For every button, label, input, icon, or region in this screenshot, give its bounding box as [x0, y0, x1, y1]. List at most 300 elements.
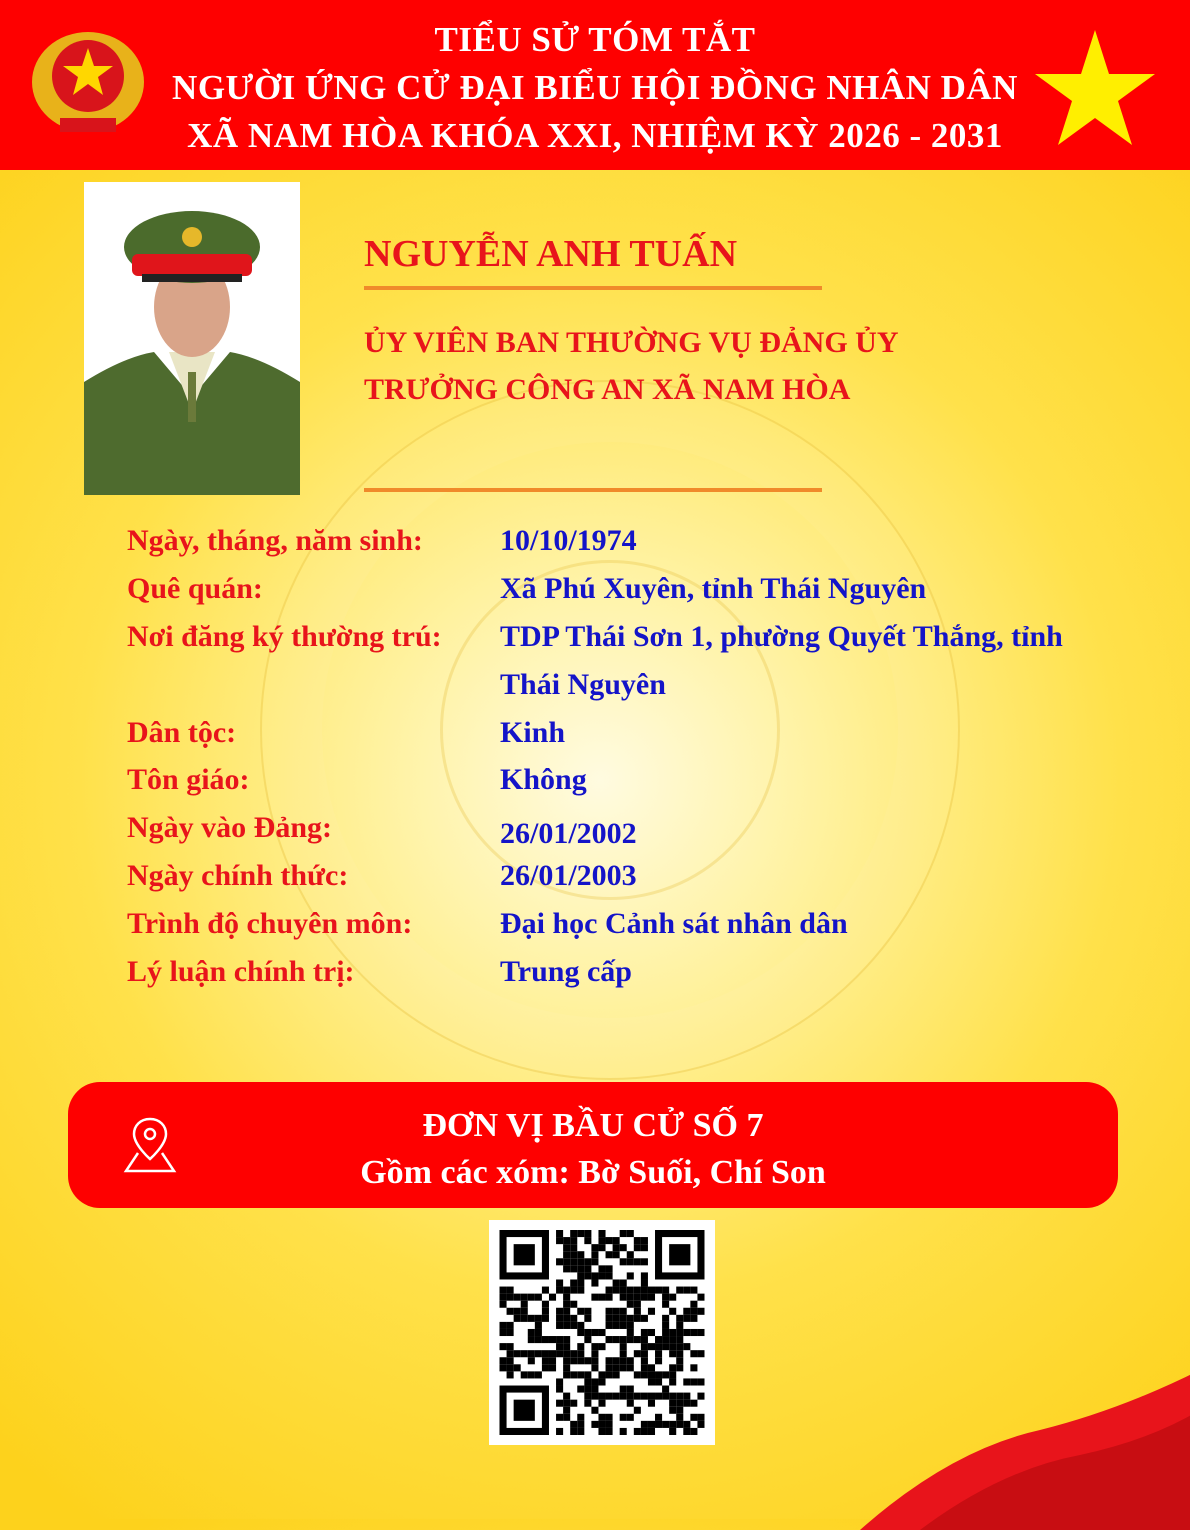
electoral-unit-title: ĐƠN VỊ BẦU CỬ SỐ 7	[422, 1107, 764, 1144]
qr-module	[655, 1378, 662, 1385]
qr-module	[570, 1400, 577, 1407]
qr-module	[613, 1308, 620, 1315]
qr-module	[641, 1272, 648, 1279]
red-flag-decoration	[860, 1360, 1190, 1530]
qr-module	[662, 1329, 669, 1336]
qr-module	[591, 1258, 598, 1265]
qr-module	[627, 1301, 634, 1308]
qr-module	[598, 1343, 605, 1350]
qr-module	[577, 1386, 584, 1393]
qr-module	[634, 1294, 641, 1301]
qr-module	[662, 1336, 669, 1343]
qr-module	[556, 1308, 563, 1315]
candidate-photo	[84, 182, 300, 495]
qr-module	[598, 1371, 605, 1378]
qr-module	[542, 1336, 549, 1343]
qr-module	[690, 1364, 697, 1371]
qr-module	[669, 1393, 676, 1400]
qr-module	[584, 1230, 591, 1237]
qr-module	[556, 1230, 563, 1237]
qr-module	[648, 1364, 655, 1371]
qr-module	[662, 1386, 669, 1393]
qr-module	[606, 1421, 613, 1428]
qr-module	[676, 1407, 683, 1414]
qr-module	[598, 1244, 605, 1251]
qr-module	[542, 1301, 549, 1308]
qr-module	[641, 1364, 648, 1371]
qr-module	[598, 1230, 605, 1237]
qr-module	[627, 1315, 634, 1322]
qr-module	[669, 1329, 676, 1336]
qr-module	[577, 1414, 584, 1421]
qr-module	[542, 1315, 549, 1322]
qr-module	[662, 1294, 669, 1301]
qr-module	[591, 1279, 598, 1286]
qr-module	[641, 1258, 648, 1265]
qr-code[interactable]	[489, 1220, 715, 1445]
qr-module	[662, 1371, 669, 1378]
qr-module	[514, 1315, 521, 1322]
qr-module	[563, 1258, 570, 1265]
qr-module	[655, 1414, 662, 1421]
qr-module	[606, 1315, 613, 1322]
qr-module	[598, 1265, 605, 1272]
qr-module	[641, 1393, 648, 1400]
qr-module	[627, 1336, 634, 1343]
candidate-name: NGUYỄN ANH TUẤN	[364, 233, 738, 275]
qr-module	[641, 1329, 648, 1336]
qr-module	[570, 1421, 577, 1428]
qr-module	[690, 1428, 697, 1435]
info-label: Ngày vào Đảng:	[127, 811, 333, 844]
header-banner	[0, 0, 1190, 170]
qr-module	[627, 1272, 634, 1279]
qr-module	[620, 1336, 627, 1343]
qr-module	[697, 1350, 704, 1357]
qr-module	[690, 1350, 697, 1357]
qr-module	[584, 1315, 591, 1322]
qr-module	[507, 1322, 514, 1329]
qr-module	[634, 1301, 641, 1308]
qr-module	[556, 1315, 563, 1322]
qr-module	[620, 1244, 627, 1251]
qr-module	[613, 1393, 620, 1400]
qr-module	[563, 1336, 570, 1343]
qr-module	[676, 1322, 683, 1329]
qr-module	[627, 1329, 634, 1336]
qr-module	[556, 1386, 563, 1393]
qr-module	[556, 1322, 563, 1329]
qr-module	[507, 1350, 514, 1357]
qr-module	[606, 1322, 613, 1329]
qr-module	[620, 1279, 627, 1286]
qr-module	[535, 1350, 542, 1357]
qr-module	[563, 1364, 570, 1371]
qr-module	[606, 1364, 613, 1371]
qr-module	[556, 1428, 563, 1435]
qr-module	[606, 1336, 613, 1343]
qr-module	[683, 1308, 690, 1315]
qr-module	[521, 1350, 528, 1357]
candidate-role-2: TRƯỞNG CÔNG AN XÃ NAM HÒA	[364, 373, 851, 406]
qr-module	[577, 1230, 584, 1237]
qr-module	[570, 1258, 577, 1265]
qr-module	[577, 1279, 584, 1286]
qr-module	[620, 1322, 627, 1329]
qr-module	[648, 1371, 655, 1378]
qr-module	[577, 1258, 584, 1265]
qr-module	[606, 1357, 613, 1364]
qr-module	[500, 1357, 507, 1364]
qr-module	[507, 1287, 514, 1294]
qr-module	[676, 1329, 683, 1336]
qr-module	[641, 1287, 648, 1294]
qr-module	[500, 1301, 507, 1308]
qr-module	[598, 1272, 605, 1279]
qr-module	[598, 1329, 605, 1336]
qr-module	[556, 1287, 563, 1294]
qr-module	[528, 1315, 535, 1322]
qr-module	[577, 1322, 584, 1329]
qr-module	[507, 1343, 514, 1350]
qr-module	[690, 1400, 697, 1407]
qr-module	[563, 1301, 570, 1308]
qr-module	[563, 1287, 570, 1294]
qr-module	[669, 1371, 676, 1378]
qr-module	[584, 1265, 591, 1272]
qr-module	[570, 1251, 577, 1258]
qr-module	[591, 1251, 598, 1258]
info-label: Tôn giáo:	[127, 763, 250, 796]
qr-module	[606, 1237, 613, 1244]
qr-module	[620, 1343, 627, 1350]
qr-module	[648, 1329, 655, 1336]
qr-module	[669, 1364, 676, 1371]
qr-module	[613, 1279, 620, 1286]
qr-module	[641, 1244, 648, 1251]
qr-module	[627, 1230, 634, 1237]
qr-module	[697, 1414, 704, 1421]
qr-module	[634, 1336, 641, 1343]
qr-module	[634, 1393, 641, 1400]
qr-module	[598, 1414, 605, 1421]
qr-module	[634, 1244, 641, 1251]
qr-module	[620, 1393, 627, 1400]
qr-module	[563, 1393, 570, 1400]
divider-bottom	[364, 488, 822, 492]
qr-module	[606, 1428, 613, 1435]
qr-module	[697, 1294, 704, 1301]
qr-module	[528, 1294, 535, 1301]
qr-module	[577, 1265, 584, 1272]
qr-module	[577, 1343, 584, 1350]
qr-module	[648, 1421, 655, 1428]
qr-module	[669, 1350, 676, 1357]
qr-module	[521, 1308, 528, 1315]
qr-module	[556, 1350, 563, 1357]
qr-module	[591, 1357, 598, 1364]
qr-module	[620, 1364, 627, 1371]
info-label: Nơi đăng ký thường trú:	[127, 620, 442, 653]
qr-module	[563, 1294, 570, 1301]
info-value: 10/10/1974	[500, 524, 637, 557]
qr-module	[528, 1329, 535, 1336]
qr-module	[584, 1329, 591, 1336]
qr-module	[563, 1308, 570, 1315]
qr-module	[563, 1407, 570, 1414]
info-label: Quê quán:	[127, 572, 263, 605]
qr-module	[655, 1357, 662, 1364]
header-subtitle: NGƯỜI ỨNG CỬ ĐẠI BIỂU HỘI ĐỒNG NHÂN DÂN	[172, 68, 1018, 107]
qr-module	[577, 1251, 584, 1258]
qr-module	[655, 1350, 662, 1357]
qr-module	[683, 1329, 690, 1336]
qr-module	[556, 1343, 563, 1350]
qr-module	[514, 1308, 521, 1315]
qr-module	[634, 1258, 641, 1265]
qr-module	[598, 1400, 605, 1407]
qr-module	[697, 1378, 704, 1385]
qr-module	[683, 1393, 690, 1400]
info-value: TDP Thái Sơn 1, phường Quyết Thắng, tỉnh	[500, 620, 1063, 653]
qr-module	[627, 1287, 634, 1294]
qr-module	[634, 1308, 641, 1315]
qr-module	[507, 1371, 514, 1378]
qr-module	[549, 1294, 556, 1301]
qr-module	[563, 1322, 570, 1329]
qr-module	[606, 1414, 613, 1421]
qr-module	[613, 1336, 620, 1343]
qr-module	[584, 1386, 591, 1393]
qr-module	[542, 1350, 549, 1357]
qr-module	[598, 1378, 605, 1385]
qr-module	[563, 1237, 570, 1244]
qr-module	[676, 1421, 683, 1428]
qr-module	[613, 1287, 620, 1294]
qr-module	[500, 1343, 507, 1350]
qr-module	[655, 1393, 662, 1400]
info-label: Ngày, tháng, năm sinh:	[127, 524, 423, 557]
qr-module	[676, 1414, 683, 1421]
qr-module	[641, 1428, 648, 1435]
qr-module	[634, 1428, 641, 1435]
qr-module	[641, 1350, 648, 1357]
qr-module	[627, 1364, 634, 1371]
candidate-role-1: ỦY VIÊN BAN THƯỜNG VỤ ĐẢNG ỦY	[364, 326, 899, 359]
qr-module	[535, 1315, 542, 1322]
qr-module	[591, 1421, 598, 1428]
qr-module	[662, 1301, 669, 1308]
qr-module	[676, 1400, 683, 1407]
qr-module	[620, 1386, 627, 1393]
qr-module	[521, 1301, 528, 1308]
qr-module	[507, 1364, 514, 1371]
qr-module	[627, 1393, 634, 1400]
qr-module	[535, 1336, 542, 1343]
qr-module	[584, 1237, 591, 1244]
qr-module	[627, 1386, 634, 1393]
qr-module	[591, 1393, 598, 1400]
qr-module	[563, 1251, 570, 1258]
info-value: 26/01/2003	[500, 859, 637, 892]
qr-module	[577, 1350, 584, 1357]
qr-module	[584, 1308, 591, 1315]
qr-module	[556, 1400, 563, 1407]
qr-module	[521, 1371, 528, 1378]
qr-module	[676, 1350, 683, 1357]
qr-module	[683, 1428, 690, 1435]
qr-module	[606, 1371, 613, 1378]
qr-module	[655, 1336, 662, 1343]
qr-module	[570, 1322, 577, 1329]
info-label: Lý luận chính trị:	[127, 955, 355, 988]
qr-module	[620, 1414, 627, 1421]
qr-module	[613, 1357, 620, 1364]
qr-module	[690, 1414, 697, 1421]
qr-module	[570, 1287, 577, 1294]
qr-module	[563, 1343, 570, 1350]
qr-module	[584, 1400, 591, 1407]
qr-module	[598, 1421, 605, 1428]
qr-module	[570, 1371, 577, 1378]
qr-module	[598, 1428, 605, 1435]
info-value: Xã Phú Xuyên, tỉnh Thái Nguyên	[500, 572, 927, 605]
qr-module	[641, 1294, 648, 1301]
qr-module	[613, 1244, 620, 1251]
qr-module	[500, 1322, 507, 1329]
qr-module	[598, 1294, 605, 1301]
qr-module	[613, 1322, 620, 1329]
qr-module	[556, 1378, 563, 1385]
qr-module	[676, 1315, 683, 1322]
qr-module	[641, 1237, 648, 1244]
qr-module	[676, 1357, 683, 1364]
qr-module	[507, 1357, 514, 1364]
qr-module	[570, 1237, 577, 1244]
qr-module	[570, 1315, 577, 1322]
qr-module	[620, 1428, 627, 1435]
qr-module	[514, 1294, 521, 1301]
qr-module	[591, 1294, 598, 1301]
qr-module	[514, 1350, 521, 1357]
qr-module	[598, 1237, 605, 1244]
qr-module	[500, 1287, 507, 1294]
qr-module	[641, 1336, 648, 1343]
qr-module	[570, 1279, 577, 1286]
info-value: Trung cấp	[500, 955, 632, 988]
qr-module	[507, 1294, 514, 1301]
qr-module	[690, 1329, 697, 1336]
qr-module	[591, 1386, 598, 1393]
qr-module	[627, 1322, 634, 1329]
qr-module	[542, 1308, 549, 1315]
qr-module	[563, 1371, 570, 1378]
qr-module	[648, 1378, 655, 1385]
qr-module	[662, 1315, 669, 1322]
qr-module	[584, 1357, 591, 1364]
info-value: Đại học Cảnh sát nhân dân	[500, 907, 848, 940]
info-value: 26/01/2002	[500, 817, 637, 850]
qr-module	[620, 1230, 627, 1237]
qr-module	[683, 1400, 690, 1407]
qr-module	[598, 1393, 605, 1400]
qr-module	[669, 1294, 676, 1301]
qr-module	[584, 1258, 591, 1265]
qr-module	[676, 1287, 683, 1294]
qr-module	[584, 1272, 591, 1279]
qr-module	[570, 1357, 577, 1364]
qr-module	[570, 1265, 577, 1272]
qr-module	[683, 1378, 690, 1385]
info-label: Ngày chính thức:	[127, 859, 349, 892]
qr-module	[620, 1258, 627, 1265]
qr-module	[627, 1294, 634, 1301]
qr-module	[648, 1428, 655, 1435]
qr-module	[613, 1237, 620, 1244]
qr-module	[641, 1421, 648, 1428]
qr-module	[613, 1371, 620, 1378]
qr-module	[577, 1371, 584, 1378]
qr-module	[606, 1287, 613, 1294]
qr-module	[662, 1343, 669, 1350]
qr-module	[570, 1301, 577, 1308]
qr-module	[521, 1315, 528, 1322]
qr-module	[556, 1336, 563, 1343]
qr-module	[620, 1308, 627, 1315]
qr-module	[634, 1237, 641, 1244]
qr-module	[556, 1258, 563, 1265]
qr-module	[676, 1336, 683, 1343]
qr-module	[535, 1371, 542, 1378]
qr-module	[535, 1329, 542, 1336]
qr-module	[627, 1400, 634, 1407]
qr-module	[634, 1407, 641, 1414]
qr-module	[620, 1357, 627, 1364]
info-value-cont: Thái Nguyên	[500, 668, 666, 701]
qr-module	[613, 1364, 620, 1371]
qr-module	[683, 1343, 690, 1350]
qr-module	[591, 1329, 598, 1336]
qr-module	[697, 1329, 704, 1336]
qr-module	[591, 1343, 598, 1350]
qr-module	[697, 1308, 704, 1315]
qr-module	[669, 1407, 676, 1414]
qr-module	[528, 1336, 535, 1343]
qr-module	[634, 1350, 641, 1357]
qr-module	[556, 1237, 563, 1244]
qr-module	[500, 1329, 507, 1336]
qr-module	[577, 1308, 584, 1315]
qr-module	[641, 1371, 648, 1378]
qr-module	[584, 1393, 591, 1400]
qr-module	[570, 1244, 577, 1251]
qr-module	[528, 1371, 535, 1378]
qr-module	[683, 1315, 690, 1322]
qr-module	[620, 1350, 627, 1357]
qr-module	[641, 1357, 648, 1364]
qr-module	[648, 1400, 655, 1407]
qr-module	[606, 1251, 613, 1258]
qr-module	[641, 1343, 648, 1350]
qr-module	[591, 1364, 598, 1371]
qr-module	[570, 1230, 577, 1237]
qr-module	[697, 1421, 704, 1428]
header-term: XÃ NAM HÒA KHÓA XXI, NHIỆM KỲ 2026 - 2031	[187, 116, 1003, 155]
qr-module	[683, 1421, 690, 1428]
qr-module	[563, 1350, 570, 1357]
location-pin-icon	[122, 1115, 178, 1175]
qr-module	[641, 1315, 648, 1322]
